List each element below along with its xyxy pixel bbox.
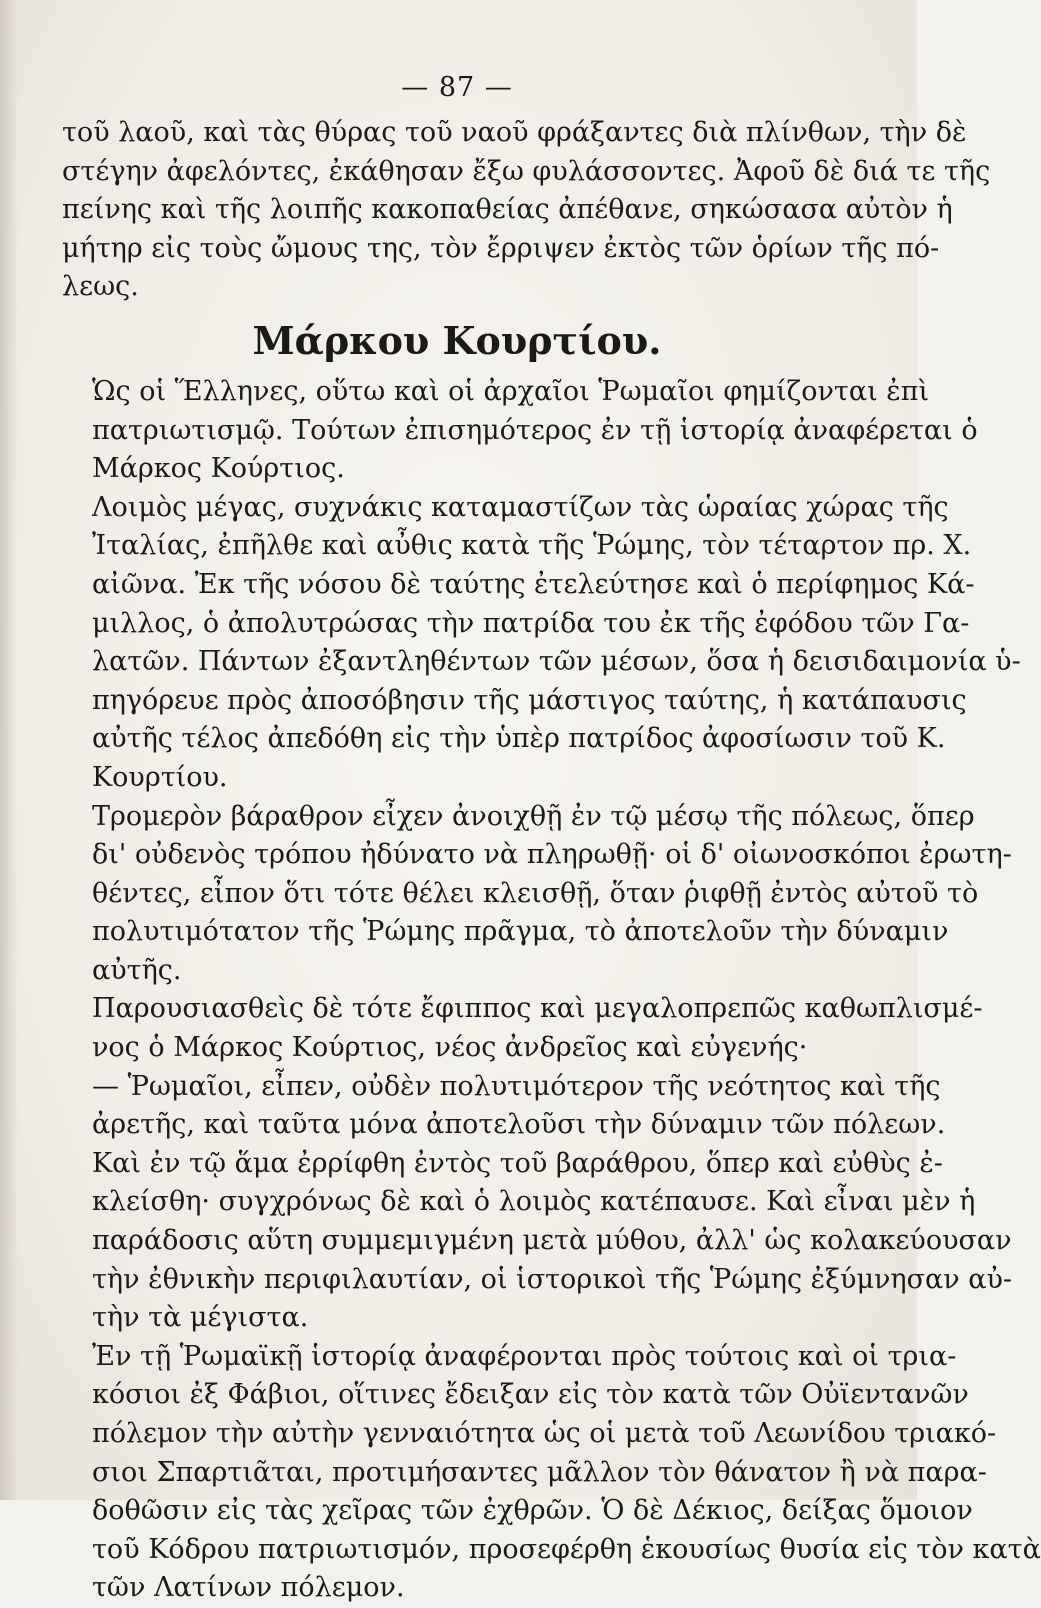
paragraph: [62, 1068, 946, 1145]
text-line: Ὡς οἱ Ἕλληνες, οὕτω καὶ οἱ ἀρχαῖοι Ῥωμαῖοι φημίζονται ἐπὶ: [92, 375, 930, 407]
text-line: κλείσθη· συγχρόνως δὲ καὶ ὁ λοιμὸς κατέπαυσε. Καὶ εἶναι μὲν ἡ: [92, 1186, 976, 1218]
text-line: Τρομερὸν βάραθρον εἶχεν ἀνοιχθῇ ἐν τῷ μέσῳ τῆς πόλεως, ὅπερ: [92, 800, 975, 832]
text-line: πολυτιμότατον τῆς Ῥώμης πρᾶγμα, τὸ ἀποτελοῦν τὴν δύναμιν: [92, 916, 949, 948]
text-line: παράδοσις αὕτη συμμεμιγμένη μετὰ μύθου, ἀλλ' ὡς κολακεύουσαν: [92, 1225, 1012, 1257]
text-line: πόλεμον τὴν αὐτὴν γενναιότητα ὡς οἱ μετὰ τοῦ Λεωνίδου τριακό-: [92, 1418, 997, 1449]
text-line: πατριωτισμῷ. Τούτων ἐπισημότερος ἐν τῇ ἱστορίᾳ ἀναφέρεται ὁ: [92, 414, 978, 446]
text-line: Κουρτίου.: [92, 761, 228, 793]
text-line: μιλλος, ὁ ἀπολυτρώσας τὴν πατρίδα του ἐκ τῆς ἐφόδου τῶν Γα-: [92, 607, 970, 639]
page-gutter-shadow: [0, 0, 18, 1500]
text-line: δοθῶσιν εἰς τὰς χεῖρας τῶν ἐχθρῶν. Ὁ δὲ Δέκιος, δείξας ὅμοιον: [92, 1495, 973, 1527]
text-line: στέγην ἀφελόντες, ἐκάθησαν ἔξω φυλάσσοντες. Ἀφοῦ δὲ διά τε τῆς: [62, 155, 991, 187]
text-line: τῶν Λατίνων πόλεμον.: [92, 1572, 405, 1604]
paragraph: [62, 798, 1012, 991]
text-line: κόσιοι ἐξ Φάβιοι, οἵτινες ἔδειξαν εἰς τὸν κατὰ τῶν Οὐϊεντανῶν: [92, 1379, 969, 1411]
paragraph: [62, 373, 978, 489]
text-block: [62, 70, 1041, 1608]
section-heading: Μάρκου Κουρτίου.: [252, 317, 662, 363]
text-line: σιοι Σπαρτιᾶται, προτιμήσαντες μᾶλλον τὸν θάνατον ἢ νὰ παρα-: [92, 1456, 987, 1488]
paragraph: [62, 1145, 1013, 1338]
text-line: λεως.: [62, 271, 139, 303]
text-line: Ἰταλίας, ἐπῆλθε καὶ αὖθις κατὰ τῆς Ῥώμης, τὸν τέταρτον πρ. Χ.: [92, 530, 972, 562]
text-line: μήτηρ εἰς τοὺς ὤμους της, τὸν ἔρριψεν ἐκτὸς τῶν ὁρίων τῆς πό-: [62, 232, 940, 264]
paragraph: [62, 489, 1021, 798]
text-line: ἀρετῆς, καὶ ταῦτα μόνα ἀποτελοῦσι τὴν δύναμιν τῶν πόλεων.: [92, 1109, 946, 1141]
text-line: αὐτῆς.: [92, 954, 182, 986]
section-before-heading: [62, 114, 991, 307]
text-line: Καὶ ἐν τῷ ἅμα ἐρρίφθη ἐντὸς τοῦ βαράθρου, ὅπερ καὶ εὐθὺς ἐ-: [92, 1147, 943, 1179]
text-line: τοῦ λαοῦ, καὶ τὰς θύρας τοῦ ναοῦ φράξαντες διὰ πλίνθων, τὴν δὲ: [62, 117, 967, 148]
text-line: τὴν τὰ μέγιστα.: [92, 1302, 309, 1334]
section-after-heading: [62, 373, 1041, 1608]
text-line: αἰῶνα. Ἐκ τῆς νόσου δὲ ταύτης ἐτελεύτησε καὶ ὁ περίφημος Κά-: [92, 568, 975, 600]
text-line: νος ὁ Μάρκος Κούρτιος, νέος ἀνδρεῖος καὶ εὐγενής·: [92, 1032, 808, 1064]
text-line: θέντες, εἶπον ὅτι τότε θέλει κλεισθῇ, ὅταν ῥιφθῇ ἐντὸς αὐτοῦ τὸ: [92, 877, 979, 909]
text-line: — Ῥωμαῖοι, εἶπεν, οὐδὲν πολυτιμότερον τῆς νεότητος καὶ τῆς: [92, 1070, 941, 1102]
text-line: αὐτῆς τέλος ἀπεδόθη εἰς τὴν ὑπὲρ πατρίδος ἀφοσίωσιν τοῦ Κ.: [92, 723, 946, 755]
page-number: — 87 —: [401, 72, 513, 103]
text-line: Μάρκος Κούρτιος.: [92, 453, 345, 485]
paragraph: [62, 1338, 1041, 1608]
text-line: πείνης καὶ τῆς λοιπῆς κακοπαθείας ἀπέθανε, σηκώσασα αὐτὸν ἡ: [62, 194, 953, 226]
text-line: Ἐν τῇ Ῥωμαϊκῇ ἱστορίᾳ ἀναφέρονται πρὸς τούτοις καὶ οἱ τρια-: [92, 1340, 957, 1372]
text-line: Λοιμὸς μέγας, συχνάκις καταμαστίζων τὰς ὡραίας χώρας τῆς: [92, 491, 949, 523]
paragraph: [62, 114, 991, 307]
text-line: Παρουσιασθεὶς δὲ τότε ἔφιππος καὶ μεγαλοπρεπῶς καθωπλισμέ-: [92, 993, 983, 1025]
text-line: δι' οὐδενὸς τρόπου ἠδύνατο νὰ πληρωθῇ· οἱ δ' οἰωνοσκόποι ἐρωτη-: [92, 839, 1012, 871]
text-line: πηγόρευε πρὸς ἀποσόβησιν τῆς μάστιγος ταύτης, ἡ κατάπαυσις: [92, 684, 967, 716]
text-line: τοῦ Κόδρου πατριωτισμόν, προσεφέρθη ἑκουσίως θυσία εἰς τὸν κατὰ: [92, 1533, 1041, 1565]
text-line: λατῶν. Πάντων ἐξαντληθέντων τῶν μέσων, ὅσα ἡ δεισιδαιμονία ὑ-: [92, 646, 1021, 678]
text-line: τὴν ἐθνικὴν περιφιλαυτίαν, οἱ ἱστορικοὶ τῆς Ῥώμης ἐξύμνησαν αὐ-: [92, 1263, 1013, 1295]
paragraph: [62, 990, 983, 1067]
